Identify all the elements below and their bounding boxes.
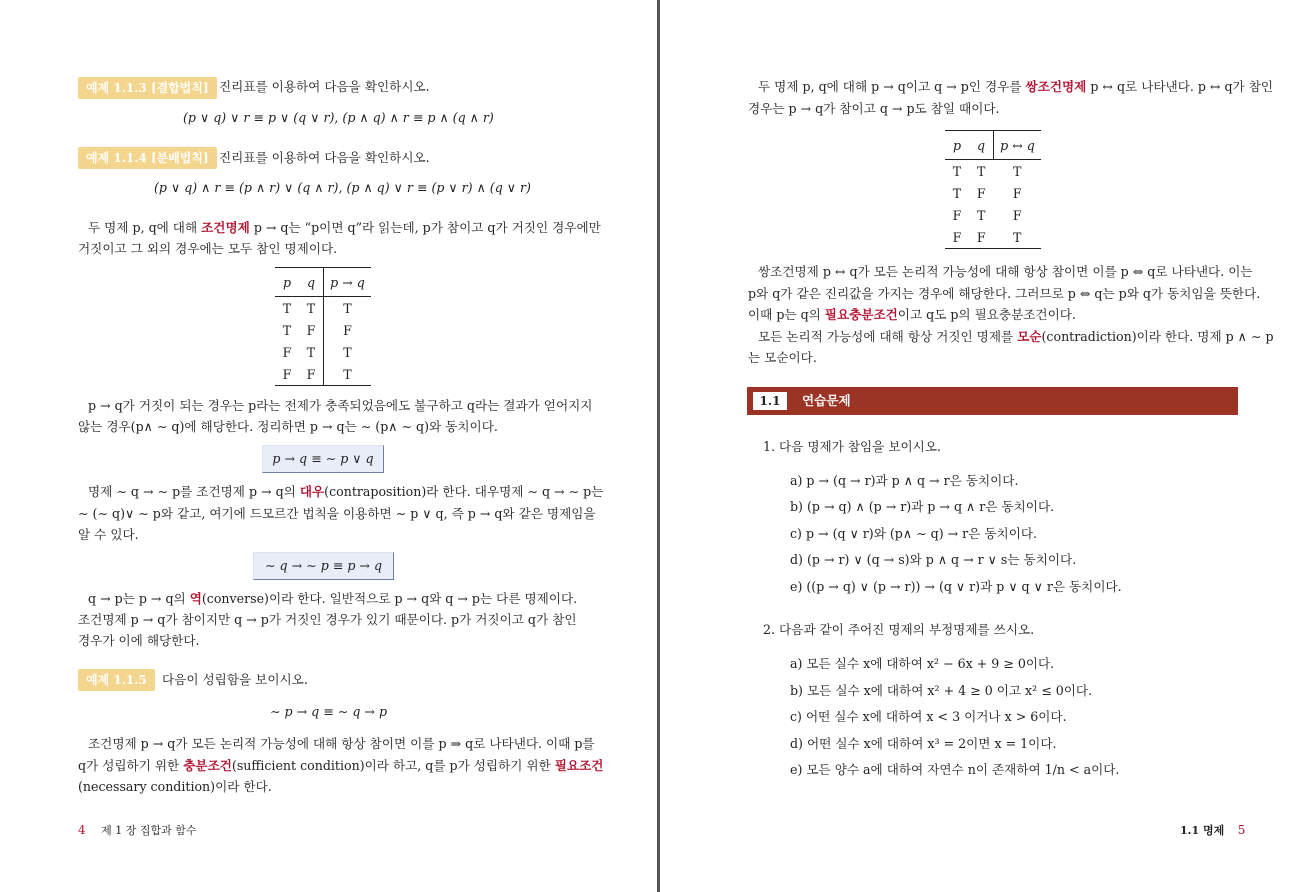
paragraph-line: q가 성립하기 위한 충분조건(sufficient condition)이라 하고, q를 p가 성립하기 위한 필요조건 <box>78 758 604 773</box>
page-number: 4 <box>78 823 86 837</box>
paragraph-line: 두 명제 p, q에 대해 p → q이고 q → p인 경우를 쌍조건명제 p ↔ q로 나타낸다. p ↔ q가 참인 <box>758 79 1274 94</box>
term-sufficient: 충분조건 <box>183 758 232 773</box>
exercise-item: c) p → (q ∨ r)와 (p∧ ∼ q) → r은 동치이다. <box>790 526 1038 541</box>
paragraph-line: 쌍조건명제 p ↔ q가 모든 논리적 가능성에 대해 항상 참이면 이를 p ⇔ q로 나타낸다. 이는 <box>758 264 1253 279</box>
paragraph-line: 는 모순이다. <box>748 350 817 365</box>
exercise-item: c) 어떤 실수 x에 대하여 x < 3 이거나 x > 6이다. <box>790 709 1067 724</box>
section-running-title: 1.1 명제 <box>1180 824 1225 837</box>
paragraph-line: 모든 논리적 가능성에 대해 항상 거짓인 명제를 모순(contradiction)이라 한다. 명제 p ∧ ∼ p <box>758 329 1274 344</box>
exercise-item: d) 어떤 실수 x에 대하여 x³ = 2이면 x = 1이다. <box>790 736 1057 751</box>
chapter-title: 제 1 장 집합과 함수 <box>101 824 197 837</box>
paragraph-line: q → p는 p → q의 역(converse)이라 한다. 일반적으로 p → q와 q → p는 다른 명제이다. <box>88 591 578 606</box>
paragraph-line: ∼ (∼ q)∨ ∼ p와 같고, 여기에 드모르간 법칙을 이용하면 ∼ p ∨ q, 즉 p → q와 같은 명제임을 <box>78 506 596 521</box>
page-footer <box>78 822 197 838</box>
example-badge: 예제 1.1.4 [분배법칙] <box>78 147 217 169</box>
example-text: 진리표를 이용하여 다음을 확인하시오. <box>219 150 430 165</box>
section-header <box>747 387 1238 415</box>
paragraph-line: 알 수 있다. <box>78 527 139 542</box>
exercise-item: a) p → (q → r)과 p ∧ q → r은 동치이다. <box>790 473 1019 488</box>
exercise-title: 1. 다음 명제가 참임을 보이시오. <box>763 439 942 454</box>
section-number: 1.1 <box>753 392 787 410</box>
term-contradiction: 모순 <box>1017 329 1042 344</box>
paragraph-line: 명제 ∼ q → ∼ p를 조건명제 p → q의 대우(contraposition)라 한다. 대우명제 ∼ q → ∼ p는 <box>88 484 604 499</box>
exercise-item: e) ((p → q) ∨ (p → r)) → (q ∨ r)과 p ∨ q ∨ r은 동치이다. <box>790 579 1122 594</box>
example-badge: 예제 1.1.3 [결합법칙] <box>78 77 217 99</box>
paragraph-line: 경우는 p → q가 참이고 q → p도 참일 때이다. <box>748 101 1000 116</box>
exercise-item: d) (p → r) ∨ (q → s)와 p ∧ q → r ∨ s는 동치이다. <box>790 552 1077 567</box>
paragraph-line: 두 명제 p, q에 대해 조건명제 p → q는 “p이면 q”라 읽는데, p가 참이고 q가 거짓인 경우에만 <box>88 220 601 235</box>
paragraph-line: 거짓이고 그 외의 경우에는 모두 참인 명제이다. <box>78 241 338 256</box>
left-page <box>0 0 657 892</box>
paragraph-line: 이때 p는 q의 필요충분조건이고 q도 p의 필요충분조건이다. <box>748 307 1076 322</box>
term-biconditional: 쌍조건명제 <box>1025 79 1087 94</box>
paragraph-line: 않는 경우(p∧ ∼ q)에 해당한다. 정리하면 p → q는 ∼ (p∧ ∼ q)와 동치이다. <box>78 419 498 434</box>
section-title: 연습문제 <box>802 393 851 408</box>
term-converse: 역 <box>189 591 202 606</box>
paragraph-line: 경우가 이에 해당한다. <box>78 633 200 648</box>
truth-table-conditional: p q p → q T T T T F F F T T F F T <box>275 267 371 386</box>
truth-table-biconditional: p q p ↔ q T T T T F F F T F F F T <box>945 130 1041 249</box>
paragraph-line: 조건명제 p → q가 참이지만 q → p가 거짓인 경우가 있기 때문이다. p가 거짓이고 q가 참인 <box>78 612 577 627</box>
paragraph-line: p → q가 거짓이 되는 경우는 p라는 전제가 충족되었음에도 불구하고 q라는 결과가 얻어지지 <box>88 398 593 413</box>
boxed-equation: ∼ q → ∼ p ≡ p → q <box>253 552 394 580</box>
example-equation: (p ∨ q) ∨ r ≡ p ∨ (q ∨ r), (p ∧ q) ∧ r ≡ p ∧ (q ∧ r) <box>183 110 494 125</box>
example-text: 다음이 성립함을 보이시오. <box>162 672 308 687</box>
exercise-title: 2. 다음과 같이 주어진 명제의 부정명제를 쓰시오. <box>763 622 1035 637</box>
page-footer <box>1180 822 1245 838</box>
example-equation: (p ∨ q) ∧ r ≡ (p ∧ r) ∨ (q ∧ r), (p ∧ q) ∨ r ≡ (p ∨ r) ∧ (q ∨ r) <box>154 180 531 195</box>
example-equation: ∼ p → q ≡ ∼ q → p <box>270 704 388 719</box>
term-iff: 필요충분조건 <box>824 307 898 322</box>
exercise-item: b) 모든 실수 x에 대하여 x² + 4 ≥ 0 이고 x² ≤ 0이다. <box>790 683 1093 698</box>
exercise-item: a) 모든 실수 x에 대하여 x² − 6x + 9 ≥ 0이다. <box>790 656 1055 671</box>
paragraph-line: 조건명제 p → q가 모든 논리적 가능성에 대해 항상 참이면 이를 p ⇒ q로 나타낸다. 이때 p를 <box>88 736 595 751</box>
example-badge: 예제 1.1.5 <box>78 669 155 691</box>
paragraph-line: (necessary condition)이라 한다. <box>78 779 272 794</box>
exercise-item: e) 모든 양수 a에 대하여 자연수 n이 존재하여 1/n < a이다. <box>790 762 1120 777</box>
term-contraposition: 대우 <box>299 484 325 499</box>
example-text: 진리표를 이용하여 다음을 확인하시오. <box>219 79 430 94</box>
paragraph-line: p와 q가 같은 진리값을 가지는 경우에 해당한다. 그러므로 p ⇔ q는 p와 q가 동치임을 뜻한다. <box>748 286 1261 301</box>
page-number: 5 <box>1237 823 1246 837</box>
term-necessary: 필요조건 <box>554 758 604 773</box>
exercise-item: b) (p → q) ∧ (p → r)과 p → q ∧ r은 동치이다. <box>790 499 1055 514</box>
boxed-equation: p → q ≡ ∼ p ∨ q <box>262 445 384 473</box>
term-conditional: 조건명제 <box>201 220 250 235</box>
right-page <box>660 0 1316 892</box>
